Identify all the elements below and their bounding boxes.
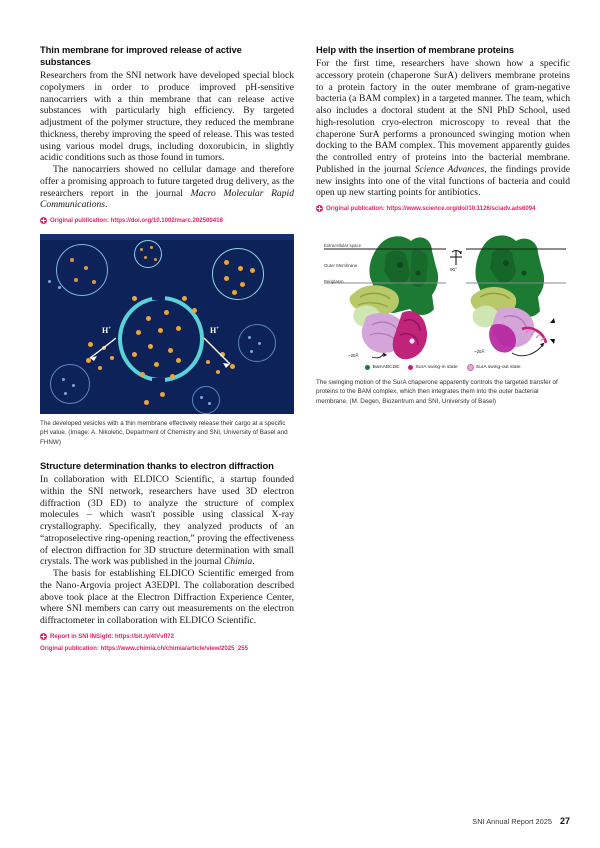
right-article1-publication-link-text: Original publication: https://www.science.org/doi/10.1126/sciadv.ads6094 [326,205,536,212]
legend-label: SurA swing-in state [415,365,458,370]
page-number: 27 [559,816,570,826]
right-article1-paragraph1-post: , the findings provide new insights into one of the vital functions of bacteria and could open up new starting points for antibiotics. [316,163,570,199]
page-footer [472,816,570,826]
left-article1-journal-name: Macro Molecular Rapid Communications [40,187,294,211]
left-article1-publication-link[interactable] [40,216,294,225]
left-article2-journal-name: Chimia [223,556,253,568]
right-article1-paragraph1 [316,58,570,199]
left-article2-paragraph1-pre: In collaboration with ELDICO Scientific, a startup founded within the SNI network, researchers have used 3D electron diffraction (3D ED) to analyze the structure of complex molecules – which wasn't possible using classical X-ray crystallography. Specifically, they analyzed products of an “atroposelective ring-opening reaction,” proving the effectiveness of electron diffraction for 3D structure determination with small crystals. The work was published in the journal [40,474,294,568]
left-figure-caption: The developed vesicles with a thin membrane effectively release their cargo at a specific pH value. (Image: A. Nikoletić, Department of Chemistry and SNI, University of Basel and FHNW) [40,420,288,446]
left-article2-paragraph2: The basis for establishing ELDICO Scientific emerged from the Nano-Argovia project A3EDPI. The collaboration described above took place at the Electron Diffraction Experience Center, where SNI members can carry out measurements on the electron diffractometer in collaboration with ELDICO Scientific. [40,568,294,627]
right-article1-heading: Help with the insertion of membrane proteins [316,44,515,55]
right-article1-publication-link[interactable] [316,204,570,213]
left-article1-paragraph2-post: . [105,199,108,211]
angstrom-label-right: ~20Å [474,349,485,354]
legend-label: BamABCDE [372,365,400,370]
two-column-layout [40,44,570,653]
vesicle-release-illustration [40,234,294,414]
figure-legend [316,364,570,371]
left-article2-publication-link-text: Original publication: https://www.chimia.ch/chimia/article/view/2025_255 [40,644,248,652]
left-article2-insight-link[interactable] [40,632,294,641]
legend-item-sura-swing-in [408,364,457,371]
legend-swatch-icon [408,365,413,370]
right-article1-paragraph1-pre: For the first time, researchers have shown how a specific accessory protein (chaperone SurA) delivers membrane proteins to a protein factory in the outer membrane of gram-negative bacteria (a BAM complex) in a targeted manner. The team, which also includes a doctoral student at the SNI PhD School, used high-resolution cryo-electron microscopy to reveal that the chaperone SurA performs a pronounced swinging motion when docking to the BAM complex. This movement apparently guides the controlled entry of proteins into the bacterial membrane. Published in the journal [316,58,570,175]
left-article1-publication-link-text: Original publication: https://doi.org/10.1002/marc.202500418 [50,217,223,224]
left-article2-heading: Structure determination thanks to electron diffraction [40,460,274,472]
right-article1-journal-name: Science Advances [414,163,485,175]
legend-swatch-icon [467,364,474,371]
label-outer-membrane: Outer Membrane [324,263,358,268]
legend-item-bamabcde [365,364,399,371]
rotation-degree-label: 90° [450,267,457,272]
left-article2-insight-link-text: Report in SNI INSight: https://bit.ly/4tVvfl72 [50,632,175,640]
angstrom-label-left: ~20Å [348,353,359,358]
left-article1-paragraph1: Researchers from the SNI network have developed special block copolymers in order to produce improved pH-sensitive nanocarriers with a thin membrane that can release active substances with particularly high efficiency. By targeted adjustment of the polymer structure, they reduced the membrane thickness, thereby improving the speed of release. This was tested using various model drugs, including doxorubicin, in slightly acidic conditions such as those found in tumors. [40,70,294,164]
proton-label-left: H+ [102,326,112,335]
legend-label: SurA swing-out state [475,365,521,370]
left-article2-publication-link[interactable] [40,644,294,653]
right-column [316,44,570,653]
proton-label-right: H+ [210,326,220,335]
label-extracellular-space: Extracellular space [324,243,362,248]
right-figure-caption: The swinging motion of the SurA chaperone apparently controls the targeted transfer of proteins to the BAM complex, which then integrates them into the outer bacterial membrane. (M. Degen, Biozentrum and SNI, University of Basel) [316,379,558,405]
left-article1-paragraph2-pre: The nanocarriers showed no cellular damage and therefore offer a promising approach to future targeted drug delivery, as the researchers report in the journal [40,164,294,199]
left-article2-paragraph1-post: . [252,556,255,568]
left-article1-paragraph2 [40,164,294,211]
left-article2-paragraph1 [40,474,294,568]
sura-bam-complex-structure [316,221,570,373]
plus-circle-icon [40,633,47,640]
legend-swatch-icon [365,365,370,370]
proton-arrows [40,234,294,414]
plus-circle-icon [40,217,47,224]
footer-report-label: SNI Annual Report 2025 [472,817,552,826]
left-article1-heading: Thin membrane for improved release of active substances [40,44,242,67]
legend-item-sura-swing-out [467,364,521,371]
rotation-90-icon [450,251,462,265]
label-periplasm: Periplasm [324,279,344,284]
plus-circle-icon [316,205,323,212]
left-column [40,44,294,653]
